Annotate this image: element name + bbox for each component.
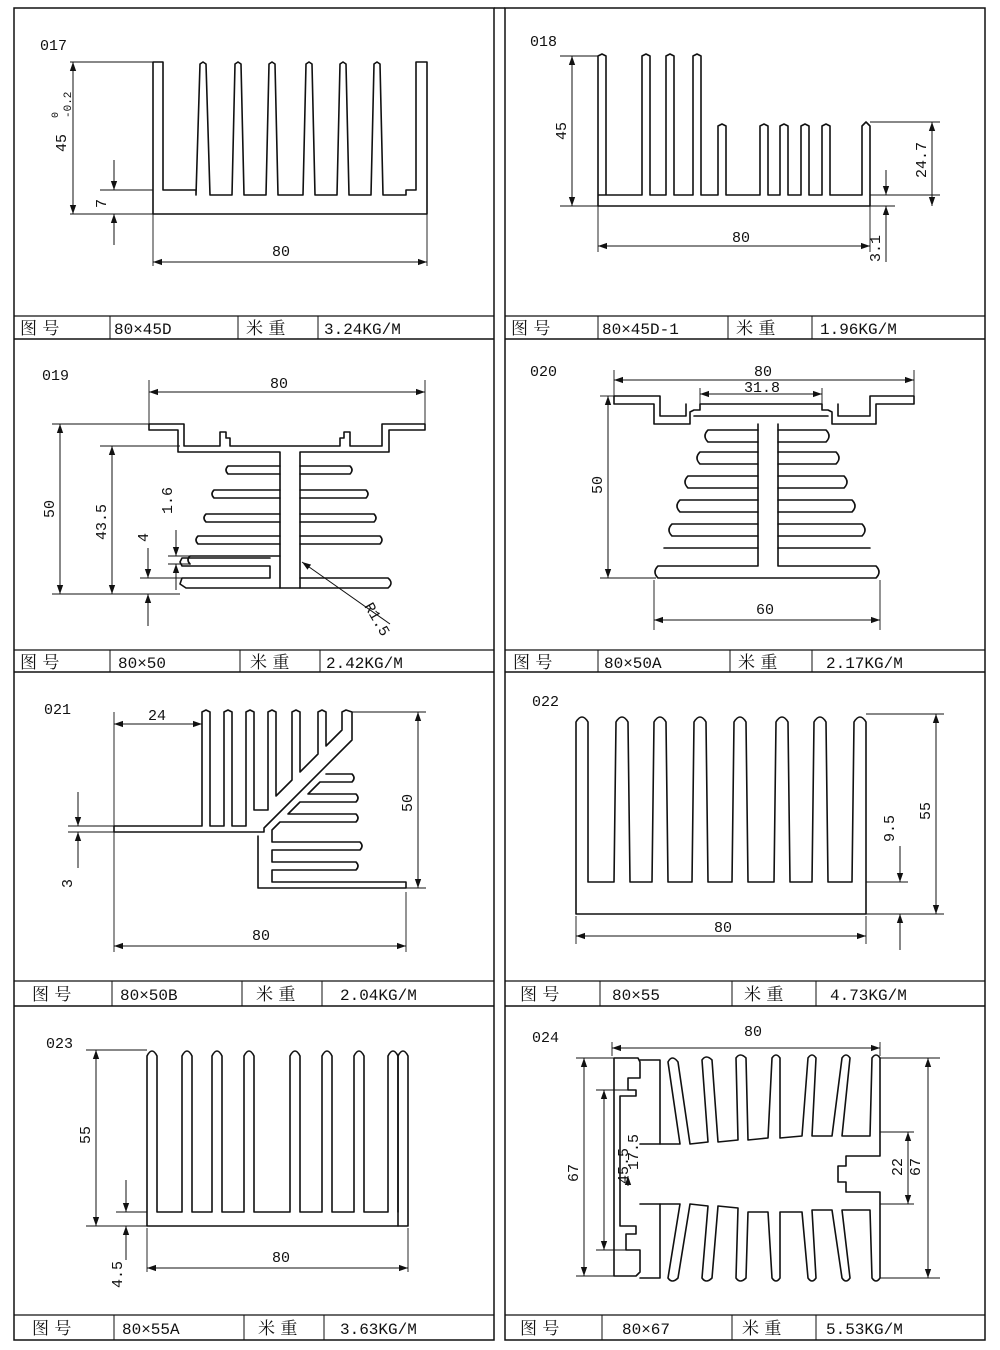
dim-right-018: 24.7 [914,141,931,178]
label-weight: 米 重 [250,653,290,673]
dim-right-024: 67 [908,1157,925,1176]
dim-base-022: 9.5 [882,814,899,842]
figure-id-021: 021 [44,702,72,719]
panel-024 [532,1024,940,1281]
dim-bottom-020: 60 [756,602,775,619]
dim-width-021: 80 [252,928,271,945]
model-021: 80×50B [120,987,178,1005]
dim-width-024: 80 [744,1024,763,1041]
label-weight: 米 重 [246,319,286,339]
figure-id-022: 022 [532,694,560,711]
label-weight: 米 重 [742,1319,782,1339]
figure-id-023: 023 [46,1036,74,1053]
dim-width-020: 80 [754,364,773,381]
spec-tables [20,319,907,1339]
dim-base-017: 7 [94,198,111,208]
weight-017: 3.24KG/M [324,321,401,339]
figure-id-017: 017 [40,38,68,55]
weight-024: 5.53KG/M [826,1321,903,1339]
dim-top-021: 24 [148,708,167,725]
label-weight: 米 重 [738,653,778,673]
profile-023 [147,1051,398,1226]
label-figure-no: 图 号 [32,1319,72,1339]
profile-018 [598,54,870,206]
panel-017 [40,38,427,266]
model-017: 80×45D [114,321,172,339]
frame-grid [14,8,985,1340]
figure-id-019: 019 [42,368,70,385]
dim-width-023: 80 [272,1250,291,1267]
dim-inner-019: 43.5 [94,503,111,540]
dim-base-018: 3.1 [868,234,885,262]
panel-019 [42,368,425,640]
figure-id-024: 024 [532,1030,560,1047]
label-figure-no: 图 号 [520,985,560,1005]
model-020: 80×50A [604,655,662,673]
profile-017 [153,62,427,214]
label-weight: 米 重 [256,985,296,1005]
dim-slot-024: 22 [890,1157,907,1176]
panel-023 [46,1036,408,1288]
figure-id-020: 020 [530,364,558,381]
label-weight: 米 重 [736,319,776,339]
model-023: 80×55A [122,1321,180,1339]
dim-height-017: 45 [54,133,71,152]
dim-fin-019: 1.6 [160,486,177,514]
dim-base-023: 4.5 [110,1260,127,1288]
weight-020: 2.17KG/M [826,655,903,673]
weight-023: 3.63KG/M [340,1321,417,1339]
label-figure-no: 图 号 [20,653,60,673]
weight-018: 1.96KG/M [820,321,897,339]
label-weight: 米 重 [258,1319,298,1339]
dim-height-022: 55 [918,801,935,820]
profile-020-top [614,396,914,424]
label-figure-no: 图 号 [511,319,551,339]
label-figure-no: 图 号 [520,1319,560,1339]
model-018: 80×45D-1 [602,321,679,339]
dim-gap-024: 17.5 [626,1133,643,1170]
model-024: 80×67 [622,1321,671,1339]
dim-inner-020: 31.8 [744,380,781,397]
figure-id-018: 018 [530,34,558,51]
dim-width-017: 80 [272,244,291,261]
weight-019: 2.42KG/M [326,655,403,673]
panel-018 [530,34,940,262]
dim-width-018: 80 [732,230,751,247]
panel-021 [44,702,426,952]
dim-height-024: 67 [566,1163,583,1182]
model-022: 80×55 [612,987,661,1005]
dim-tol-lower-017: -0.2 [63,91,75,118]
dim-width-022: 80 [714,920,733,937]
dim-height-023: 55 [78,1125,95,1144]
dim-height-018: 45 [554,121,571,140]
dim-tol-upper-017: 0 [51,111,62,118]
dim-height-020: 50 [590,475,607,494]
dim-inner-024: 45.5 [616,1147,633,1184]
dim-radius-019: R1.5 [359,600,393,640]
dim-base-021: 3 [60,878,77,888]
dim-gap-019: 4 [136,532,153,542]
dim-width-019: 80 [270,376,289,393]
label-weight: 米 重 [744,985,784,1005]
profile-022 [576,717,866,914]
label-figure-no: 图 号 [20,319,60,339]
panel-020 [530,364,914,630]
model-019: 80×50 [118,655,167,673]
weight-022: 4.73KG/M [830,987,907,1005]
dim-height-019: 50 [42,499,59,518]
label-figure-no: 图 号 [32,985,72,1005]
weight-021: 2.04KG/M [340,987,417,1005]
dim-height-021: 50 [400,793,417,812]
panel-022 [532,694,944,950]
label-figure-no: 图 号 [513,653,553,673]
